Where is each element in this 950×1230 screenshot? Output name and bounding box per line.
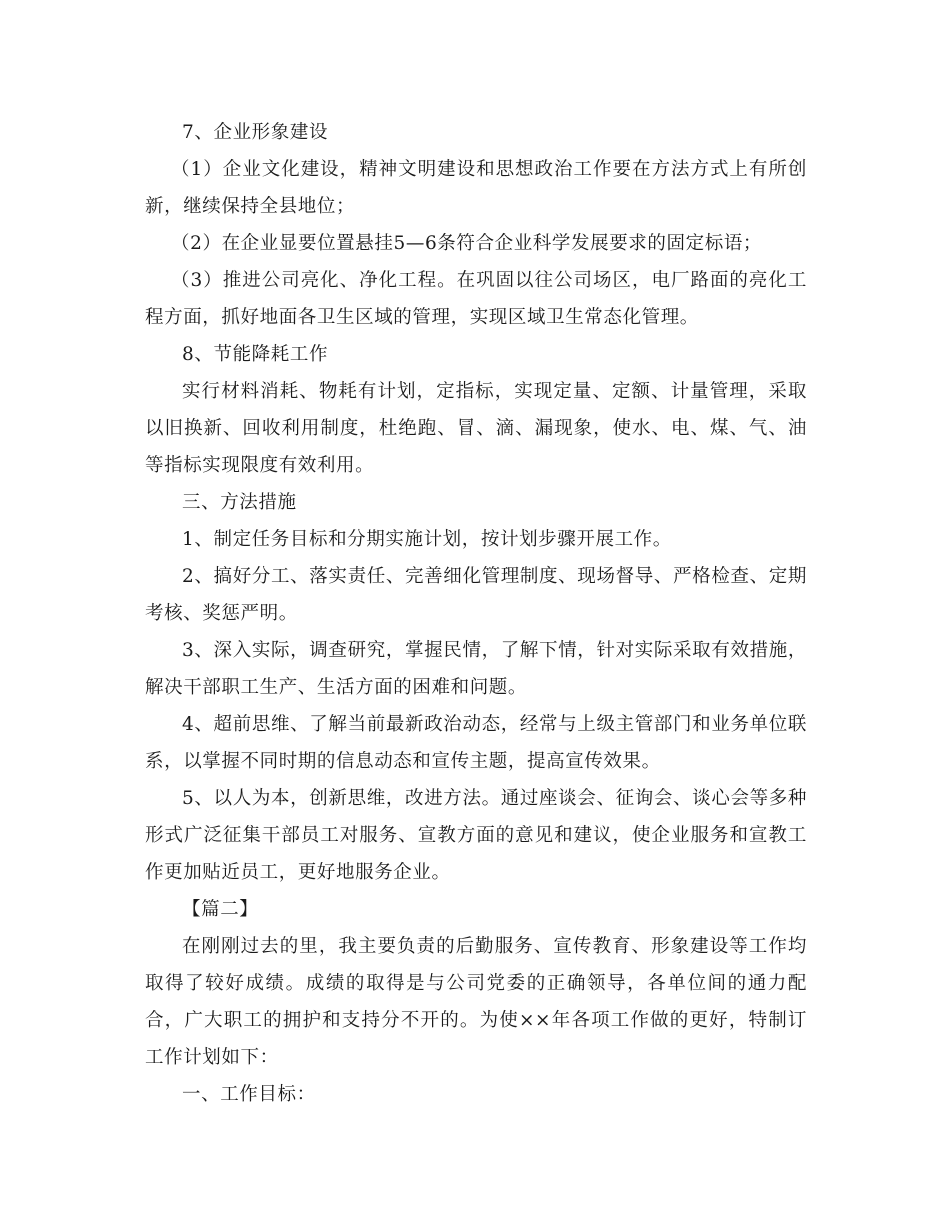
paragraph-method-1: 1、制定任务目标和分期实施计划，按计划步骤开展工作。 (182, 529, 672, 550)
paragraph-method-2: 2、搞好分工、落实责任、完善细化管理制度、现场督导、严格检查、定期考核、奖惩严明。 (145, 566, 807, 624)
paragraph-item-2-slogans: （2）在企业显要位置悬挂5—6条符合企业科学发展要求的固定标语； (171, 233, 763, 254)
heading-energy-saving: 8、节能降耗工作 (182, 344, 329, 365)
paragraph-method-3: 3、深入实际，调查研究，掌握民情，了解下情，针对实际采取有效措施，解决干部职工生产、生活方面的困难和问题。 (145, 640, 807, 698)
heading-work-goals: 一、工作目标： (182, 1084, 316, 1105)
heading-corporate-image: 7、企业形象建设 (182, 122, 329, 143)
document-body (145, 114, 807, 1113)
heading-methods: 三、方法措施 (182, 492, 297, 513)
paragraph-item-1-culture: （1）企业文化建设，精神文明建设和思想政治工作要在方法方式上有所创新，继续保持全县地位； (145, 159, 807, 217)
paragraph-item-3-lighting: （3）推进公司亮化、净化工程。在巩固以往公司场区，电厂路面的亮化工程方面，抓好地面各卫生区域的管理，实现区域卫生常态化管理。 (145, 270, 807, 328)
paragraph-method-5: 5、以人为本，创新思维，改进方法。通过座谈会、征询会、谈心会等多种形式广泛征集干部员工对服务、宣教方面的意见和建议，使企业服务和宣教工作更加贴近员工，更好地服务企业。 (145, 788, 807, 883)
heading-part-two: 【篇二】 (182, 899, 259, 920)
paragraph-energy-saving: 实行材料消耗、物耗有计划，定指标，实现定量、定额、计量管理，采取以旧换新、回收利用制度，杜绝跑、冒、滴、漏现象，使水、电、煤、气、油等指标实现限度有效利用。 (145, 381, 807, 476)
paragraph-part-two-intro: 在刚刚过去的里，我主要负责的后勤服务、宣传教育、形象建设等工作均取得了较好成绩。成绩的取得是与公司党委的正确领导，各单位间的通力配合，广大职工的拥护和支持分不开的。为使××年各项工作做的更好，特制订工作计划如下： (145, 936, 807, 1068)
paragraph-method-4: 4、超前思维、了解当前最新政治动态，经常与上级主管部门和业务单位联系，以掌握不同时期的信息动态和宣传主题，提高宣传效果。 (145, 714, 807, 772)
